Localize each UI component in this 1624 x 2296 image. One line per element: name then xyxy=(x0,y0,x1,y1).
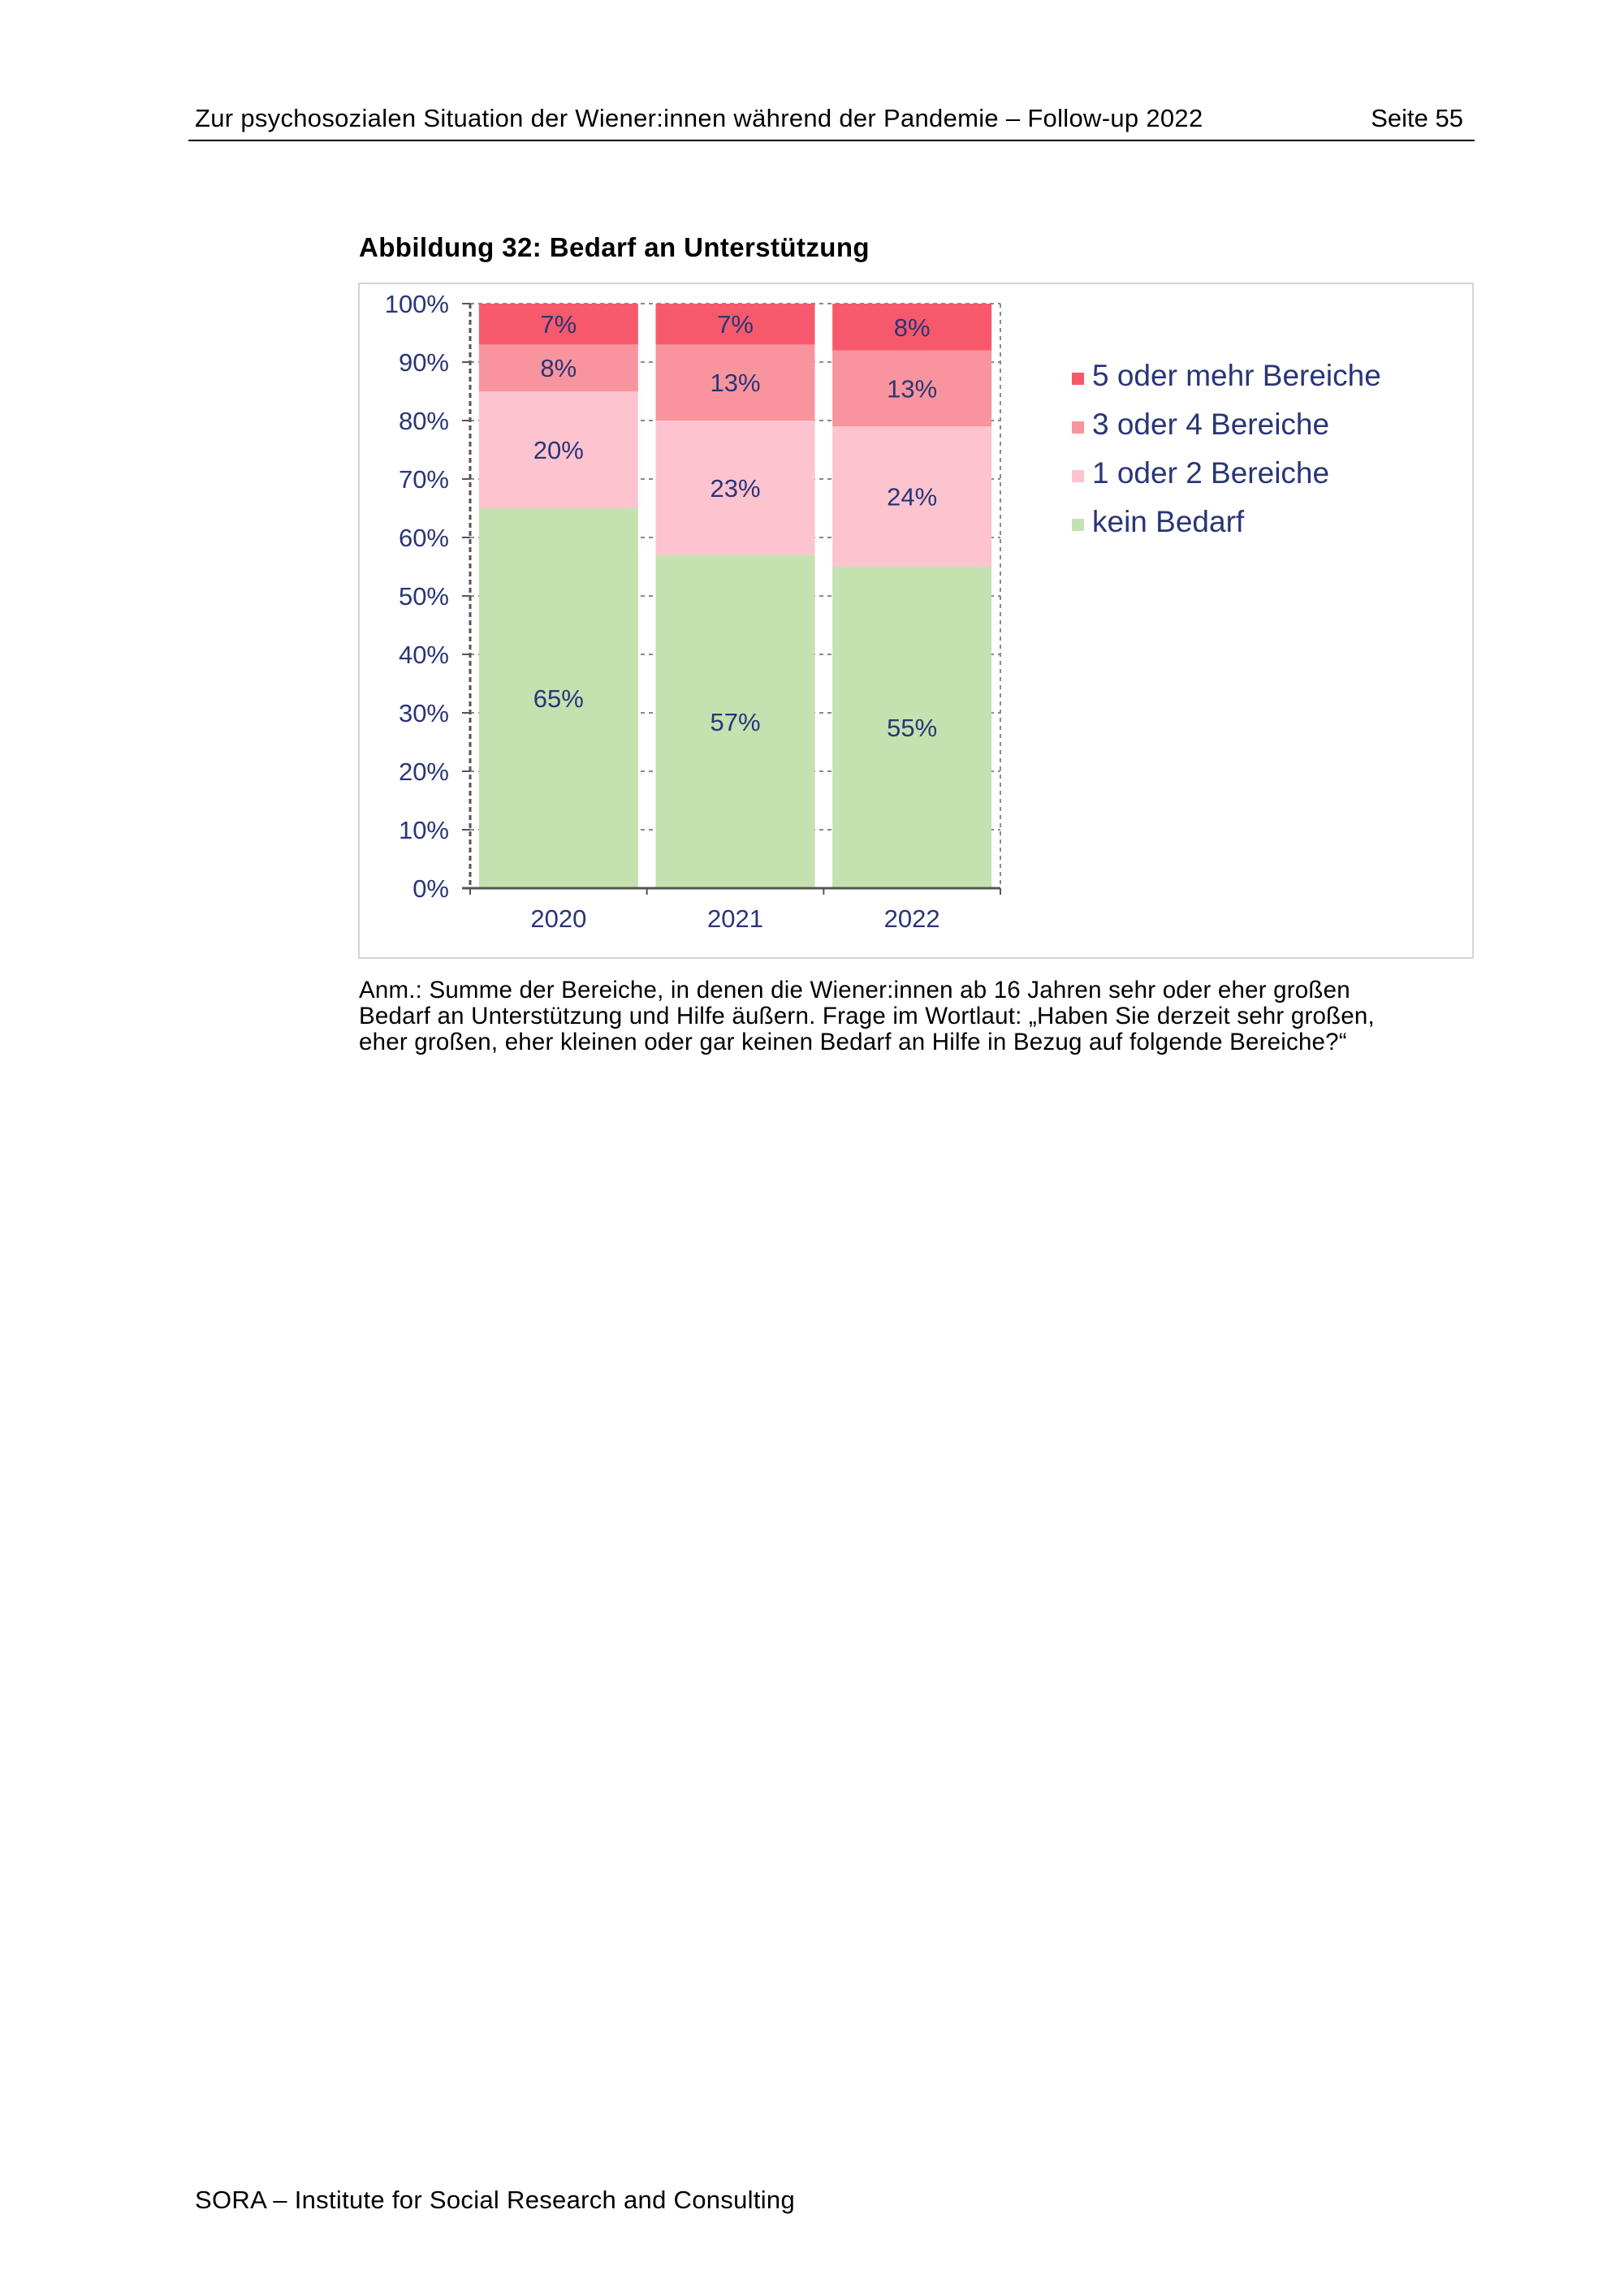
page-header xyxy=(188,102,1475,141)
legend-swatch xyxy=(1072,470,1084,482)
legend-swatch xyxy=(1072,373,1084,385)
x-tick-label: 2020 xyxy=(530,904,587,933)
stacked-bar-chart xyxy=(358,283,1474,959)
legend-label: 3 oder 4 Bereiche xyxy=(1092,408,1330,441)
data-label: 65% xyxy=(533,684,584,713)
data-label: 7% xyxy=(540,310,577,339)
y-tick-label: 70% xyxy=(398,465,449,494)
data-label: 55% xyxy=(887,714,938,742)
legend-swatch xyxy=(1072,421,1084,434)
y-tick-label: 60% xyxy=(398,524,449,552)
data-label: 7% xyxy=(717,310,754,339)
y-tick-label: 40% xyxy=(398,641,449,669)
data-label: 13% xyxy=(887,374,938,404)
y-tick-label: 0% xyxy=(412,874,449,903)
x-tick-label: 2022 xyxy=(883,904,940,933)
note-line: Anm.: Summe der Bereiche, in denen die Wiener:innen ab 16 Jahren sehr oder eher großen xyxy=(359,977,1350,1003)
legend-swatch xyxy=(1072,519,1084,531)
data-label: 20% xyxy=(533,436,584,464)
data-label: 57% xyxy=(710,707,761,736)
data-label: 13% xyxy=(710,369,761,398)
data-label: 8% xyxy=(540,354,577,383)
running-title: Zur psychosozialen Situation der Wiener:innen während der Pandemie – Follow-up 2022 xyxy=(195,104,1203,132)
page-footer: SORA – Institute for Social Research and Consulting xyxy=(195,2186,796,2214)
y-tick-label: 90% xyxy=(398,348,449,377)
data-label: 24% xyxy=(887,482,938,511)
page-number: Seite 55 xyxy=(1371,104,1463,132)
y-tick-label: 50% xyxy=(398,582,449,611)
note-line: Bedarf an Unterstützung und Hilfe äußern. Frage im Wortlaut: „Haben Sie derzeit sehr großen, xyxy=(359,1003,1375,1029)
y-tick-label: 80% xyxy=(398,407,449,435)
figure-caption: Abbildung 32: Bedarf an Unterstützung xyxy=(359,232,870,262)
figure-note xyxy=(359,978,1488,1055)
y-tick-label: 10% xyxy=(398,816,449,844)
data-label: 23% xyxy=(710,473,761,503)
data-label: 8% xyxy=(893,313,931,342)
note-line: eher großen, eher kleinen oder gar keinen Bedarf an Hilfe in Bezug auf folgende Bereiche?“ xyxy=(359,1029,1347,1055)
chart-canvas xyxy=(360,284,1472,957)
y-tick-label: 30% xyxy=(398,699,449,727)
y-tick-label: 20% xyxy=(398,757,449,786)
y-tick-label: 100% xyxy=(384,290,449,318)
x-tick-label: 2021 xyxy=(707,904,763,933)
legend-label: kein Bedarf xyxy=(1092,505,1245,538)
legend-label: 1 oder 2 Bereiche xyxy=(1092,456,1330,490)
legend-label: 5 oder mehr Bereiche xyxy=(1092,359,1381,392)
